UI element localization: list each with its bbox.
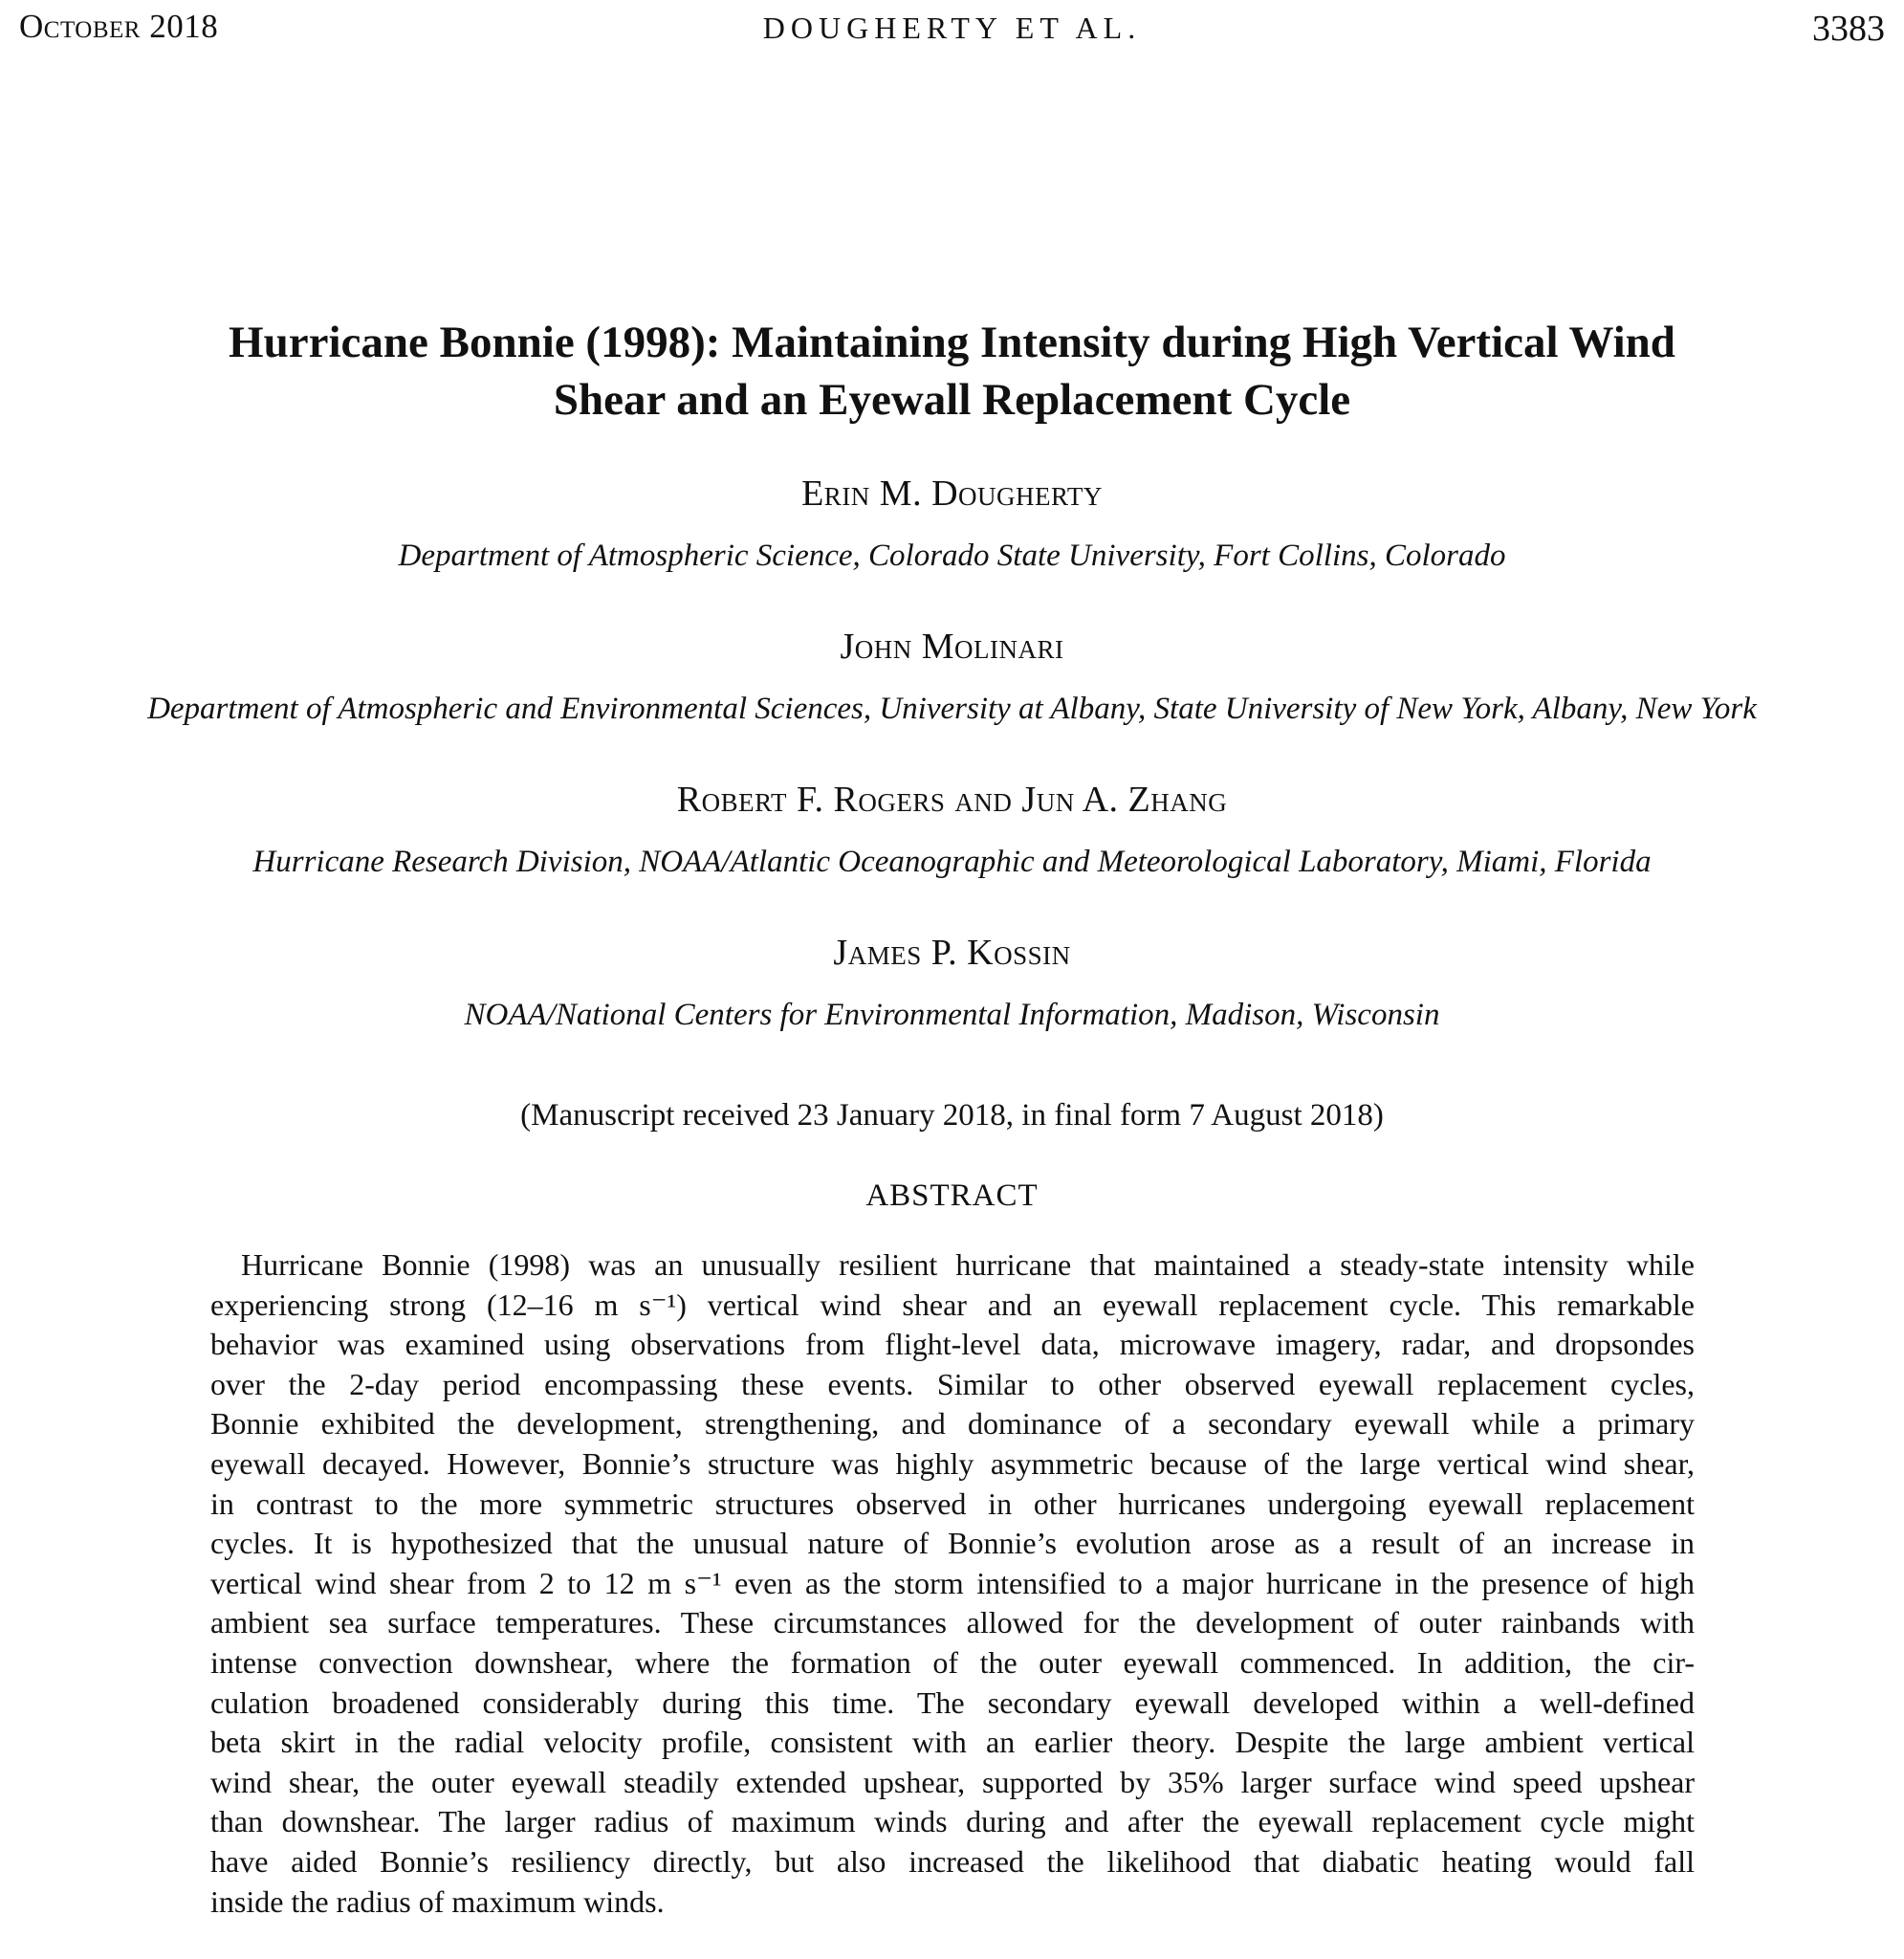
- abstract-line: over the 2-day period encompassing these events. Similar to other observed eyewall replacement cycles,: [210, 1366, 1695, 1401]
- abstract-line: than downshear. The larger radius of maximum winds during and after the eyewall replacement cycle might: [210, 1804, 1695, 1839]
- abstract-line: culation broadened considerably during this time. The secondary eyewall developed within a well-defined: [210, 1684, 1695, 1720]
- author-name: Robert F. Rogers and Jun A. Zhang: [676, 780, 1228, 820]
- running-head-date: October 2018: [19, 8, 219, 45]
- running-head-authors: DOUGHERTY ET AL.: [762, 11, 1142, 45]
- abstract-line: Hurricane Bonnie (1998) was an unusually resilient hurricane that maintained a steady-state intensity while: [241, 1247, 1695, 1282]
- abstract-line: Bonnie exhibited the development, strengthening, and dominance of a secondary eyewall while a primary: [210, 1406, 1695, 1442]
- abstract-line: cycles. It is hypothesized that the unusual nature of Bonnie’s evolution arose as a result of an increase in: [210, 1526, 1695, 1561]
- abstract-heading: ABSTRACT: [865, 1178, 1039, 1213]
- abstract-line: in contrast to the more symmetric structures observed in other hurricanes undergoing eyewall replacement: [210, 1486, 1695, 1521]
- abstract-line: inside the radius of maximum winds.: [210, 1883, 665, 1919]
- manuscript-received: (Manuscript received 23 January 2018, in final form 7 August 2018): [520, 1098, 1384, 1133]
- abstract-line: vertical wind shear from 2 to 12 m s⁻¹ even as the storm intensified to a major hurricane in the presence of high: [210, 1565, 1695, 1600]
- abstract-line: intense convection downshear, where the formation of the outer eyewall commenced. In addition, the cir-: [210, 1644, 1695, 1680]
- abstract-line: eyewall decayed. However, Bonnie’s structure was highly asymmetric because of the large vertical wind shear,: [210, 1445, 1695, 1481]
- author-affiliation: Hurricane Research Division, NOAA/Atlantic Oceanographic and Meteorological Laboratory, Miami, Florida: [252, 845, 1652, 879]
- abstract-line: experiencing strong (12–16 m s⁻¹) vertical wind shear and an eyewall replacement cycle. This remarkable: [210, 1287, 1695, 1322]
- author-name: John Molinari: [840, 627, 1064, 667]
- author-name: Erin M. Dougherty: [801, 473, 1103, 514]
- abstract-body: [210, 1245, 1695, 1922]
- author-affiliation: NOAA/National Centers for Environmental Information, Madison, Wisconsin: [464, 998, 1440, 1032]
- abstract-line: ambient sea surface temperatures. These circumstances allowed for the development of outer rainbands with: [210, 1605, 1695, 1640]
- paper-title: [96, 314, 1808, 429]
- paper-title-line-1: Hurricane Bonnie (1998): Maintaining Intensity during High Vertical Wind: [229, 318, 1675, 367]
- author-affiliation: Department of Atmospheric and Environmental Sciences, University at Albany, State University of New York, Albany, New York: [147, 692, 1757, 726]
- author-name: James P. Kossin: [833, 933, 1071, 973]
- abstract-line: beta skirt in the radial velocity profile, consistent with an earlier theory. Despite the large ambient vertical: [210, 1725, 1695, 1760]
- abstract-line: wind shear, the outer eyewall steadily extended upshear, supported by 35% larger surface wind speed upshear: [210, 1764, 1695, 1799]
- abstract-line: behavior was examined using observations from flight-level data, microwave imagery, radar, and dropsondes: [210, 1327, 1695, 1362]
- paper-title-line-2: Shear and an Eyewall Replacement Cycle: [553, 375, 1351, 425]
- author-affiliation: Department of Atmospheric Science, Colorado State University, Fort Collins, Colorado: [398, 539, 1506, 573]
- running-head: [19, 8, 1885, 55]
- abstract-line: have aided Bonnie’s resiliency directly, but also increased the likelihood that diabatic heating would fall: [210, 1843, 1695, 1879]
- page-number: 3383: [1812, 9, 1885, 49]
